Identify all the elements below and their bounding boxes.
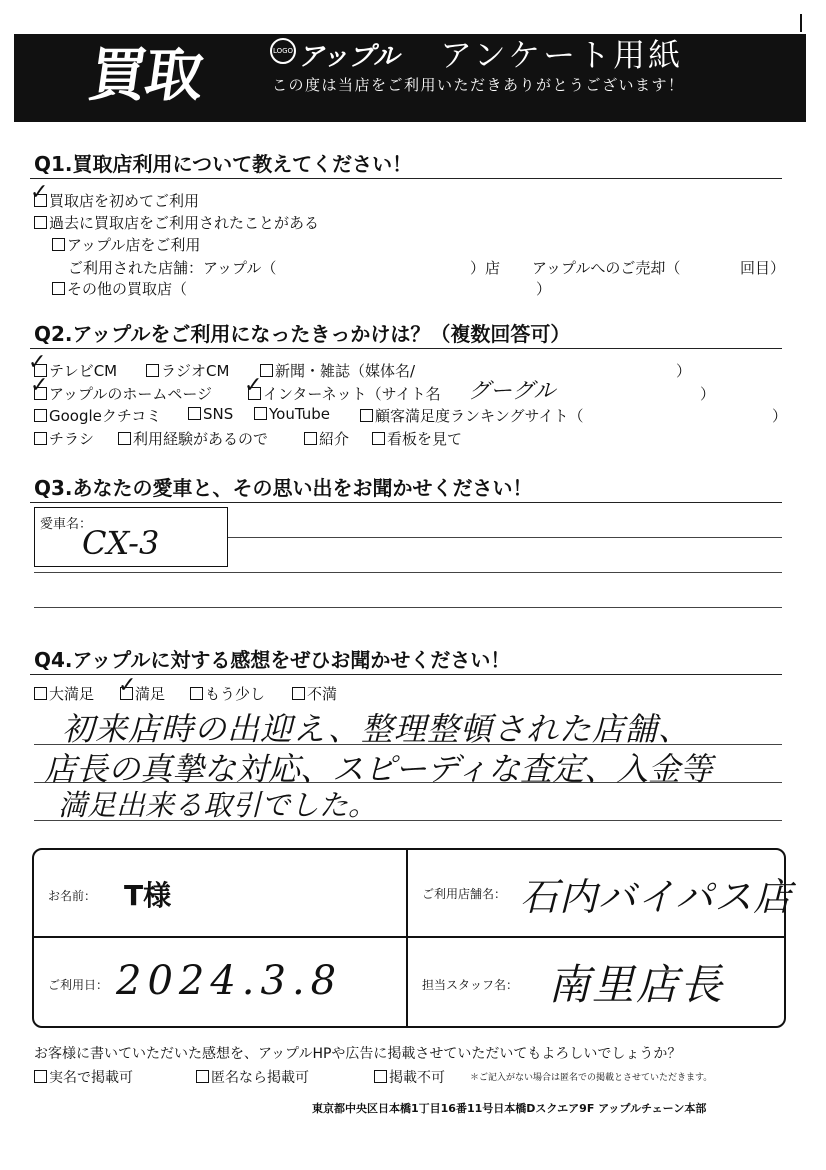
q4-option-unsatisfied[interactable] <box>292 683 337 704</box>
q1-option-other[interactable] <box>52 278 187 299</box>
survey-title: アンケート用紙 <box>440 36 684 74</box>
apple-logo-icon: LOGO <box>270 38 296 64</box>
q2-option-internet[interactable] <box>248 383 441 404</box>
q4-title: Q4.アップルに対する感想をぜひお聞かせください！ <box>34 648 511 672</box>
q4-little-more-label: もう少し <box>205 685 266 703</box>
kaitori-logo: 買取 <box>84 41 207 109</box>
q2-referral-checkbox[interactable] <box>304 432 317 445</box>
q1-store-label: ご利用された店舗：アップル（ <box>68 259 277 277</box>
q1-other-label: その他の買取店（ <box>67 280 188 298</box>
q2-option-experience[interactable] <box>118 428 268 449</box>
store-value[interactable]: 石内バイパス店 <box>520 875 793 919</box>
q2-option-referral[interactable] <box>304 428 349 449</box>
q1-first-label: 買取店を初めてご利用 <box>49 192 200 210</box>
q2-option-flyer[interactable] <box>34 428 94 449</box>
q2-internet-answer: グーグル <box>468 379 556 404</box>
q1-underline <box>30 178 782 179</box>
q1-other-close: ） <box>536 280 552 298</box>
staff-value[interactable]: 南里店長 <box>548 960 725 1009</box>
car-name-answer[interactable]: CX-3 <box>82 524 160 562</box>
q2-title: Q2.アップルをご利用になったきっかけは？（複数回答可） <box>34 322 571 346</box>
q2-flyer-label: チラシ <box>49 430 95 448</box>
publish-no-checkbox[interactable] <box>374 1070 387 1083</box>
q2-option-sns[interactable] <box>188 405 233 423</box>
name-value[interactable]: T様 <box>124 879 172 912</box>
publish-option-no[interactable] <box>374 1067 445 1087</box>
q2-flyer-checkbox[interactable] <box>34 432 47 445</box>
check-mark-icon: ✓ <box>30 373 49 398</box>
staff-label: 担当スタッフ名： <box>422 978 519 992</box>
car-name-label: 愛車名： <box>40 517 93 532</box>
q1-apple-checkbox[interactable] <box>52 238 65 251</box>
q2-signboard-checkbox[interactable] <box>372 432 385 445</box>
q2-referral-label: 紹介 <box>319 430 350 448</box>
survey-subtitle: この度は当店をご利用いただきありがとうございます！ <box>272 76 685 94</box>
q4-very-satisfied-checkbox[interactable] <box>34 687 47 700</box>
q1-past-checkbox[interactable] <box>34 216 47 229</box>
q2-youtube-label: YouTube <box>269 405 330 423</box>
check-mark-icon: ✓ <box>118 673 137 698</box>
q4-option-very-satisfied[interactable] <box>34 683 94 704</box>
q2-option-google[interactable] <box>34 405 161 426</box>
date-value[interactable]: 2024.3.8 <box>116 958 343 1004</box>
q1-sell-label: アップルへのご売却（ <box>532 259 681 277</box>
q2-signboard-label: 看板を見て <box>387 430 463 448</box>
info-box-divider <box>406 848 408 1028</box>
brand-name: アップル <box>298 42 400 72</box>
q4-comment-line-1[interactable]: 初来店時の出迎え、整理整頓された店舗、 <box>62 710 691 748</box>
q3-title: Q3.あなたの愛車と、その思い出をお聞かせください！ <box>34 476 533 500</box>
q2-underline <box>30 348 782 349</box>
publish-real-checkbox[interactable] <box>34 1070 47 1083</box>
store-label: ご利用店舗名： <box>422 887 507 901</box>
check-mark-icon: ✓ <box>244 373 263 398</box>
q4-underline <box>30 674 782 675</box>
q2-google-checkbox[interactable] <box>34 409 47 422</box>
q2-option-homepage[interactable] <box>34 383 212 404</box>
publish-real-label: 実名で掲載可 <box>49 1070 133 1086</box>
q2-experience-label: 利用経験があるので <box>133 430 269 448</box>
publish-note: ＊ご記入がない場合は匿名での掲載とさせていただきます。 <box>470 1073 713 1083</box>
q1-option-apple[interactable] <box>52 234 200 255</box>
q2-option-paper[interactable] <box>260 360 415 381</box>
q2-radio-checkbox[interactable] <box>146 364 159 377</box>
q1-option-first[interactable] <box>34 190 199 211</box>
q1-other-checkbox[interactable] <box>52 282 65 295</box>
q2-paper-close: ） <box>676 362 692 380</box>
q3-underline <box>30 502 782 503</box>
publish-option-anon[interactable] <box>196 1067 309 1087</box>
q2-ranking-close: ） <box>772 407 788 425</box>
q2-option-signboard[interactable] <box>372 428 462 449</box>
publish-option-real[interactable] <box>34 1067 133 1087</box>
hq-address: 東京都中央区日本橋1丁目16番11号日本橋Dスクエア9F アップルチェーン本部 <box>312 1102 707 1115</box>
q4-satisfied-label: 満足 <box>135 685 166 703</box>
q2-ranking-checkbox[interactable] <box>360 409 373 422</box>
publish-no-label: 掲載不可 <box>389 1070 445 1086</box>
q2-option-youtube[interactable] <box>254 405 330 423</box>
q4-very-satisfied-label: 大満足 <box>49 685 95 703</box>
q4-comment-line-2[interactable]: 店長の真摯な対応、スピーディな査定、入金等 <box>44 750 713 788</box>
q2-google-label: Googleクチコミ <box>49 407 162 425</box>
publish-anon-checkbox[interactable] <box>196 1070 209 1083</box>
q2-option-ranking[interactable] <box>360 405 584 426</box>
q2-radio-label: ラジオCM <box>161 362 230 380</box>
q4-little-more-checkbox[interactable] <box>190 687 203 700</box>
q4-comment-line-3[interactable]: 満足出来る取引でした。 <box>58 788 378 822</box>
q2-sns-label: SNS <box>203 405 234 423</box>
q1-apple-label: アップル店をご利用 <box>67 236 201 254</box>
q4-option-little-more[interactable] <box>190 683 265 704</box>
q4-unsatisfied-checkbox[interactable] <box>292 687 305 700</box>
q2-youtube-checkbox[interactable] <box>254 407 267 420</box>
q4-unsatisfied-label: 不満 <box>307 685 338 703</box>
q2-ranking-label: 顧客満足度ランキングサイト（ <box>375 407 584 425</box>
q3-writing-line <box>34 572 782 573</box>
q1-store-suffix: ）店 <box>470 259 501 277</box>
q2-tv-label: テレビCM <box>49 362 118 380</box>
q2-internet-label: インターネット（サイト名 <box>263 385 441 403</box>
q2-experience-checkbox[interactable] <box>118 432 131 445</box>
q1-title: Q1.買取店利用について教えてください！ <box>34 152 413 176</box>
info-box-divider <box>32 936 786 938</box>
corner-mark <box>800 14 802 32</box>
check-mark-icon: ✓ <box>30 180 49 205</box>
q3-writing-line <box>228 537 782 538</box>
q2-homepage-label: アップルのホームページ <box>49 385 213 403</box>
q1-past-label: 過去に買取店をご利用されたことがある <box>49 214 320 232</box>
check-mark-icon: ✓ <box>28 350 47 375</box>
q3-writing-line <box>34 607 782 608</box>
publish-anon-label: 匿名なら掲載可 <box>211 1070 309 1086</box>
date-label: ご利用日： <box>48 978 109 992</box>
q1-sell-suffix: 回目） <box>740 259 786 277</box>
publish-question: お客様に書いていただいた感想を、アップルHPや広告に掲載させていただいてもよろしいでしょうか？ <box>34 1046 682 1062</box>
q2-internet-close: ） <box>700 385 716 403</box>
q2-paper-label: 新聞・雑誌（媒体名/ <box>275 362 416 380</box>
q2-option-radio[interactable] <box>146 360 229 381</box>
name-label: お名前： <box>48 889 97 903</box>
q2-sns-checkbox[interactable] <box>188 407 201 420</box>
q1-option-past[interactable] <box>34 212 319 233</box>
